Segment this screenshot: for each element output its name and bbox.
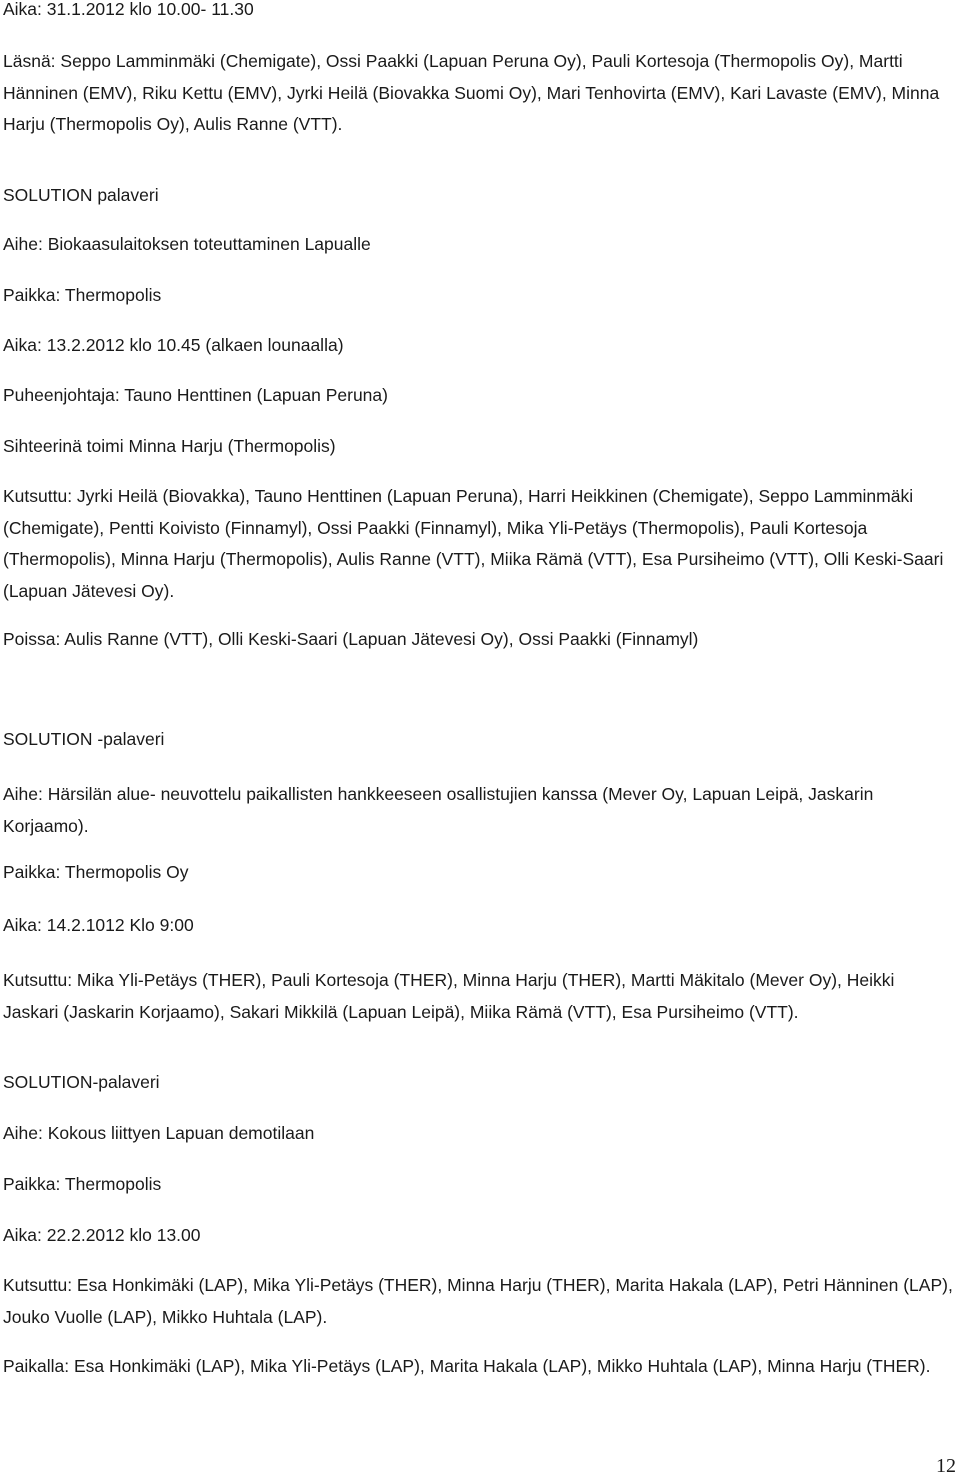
meeting2-time: Aika: 14.2.1012 Klo 9:00 (3, 915, 194, 935)
meeting3-place: Paikka: Thermopolis (3, 1174, 162, 1194)
meeting3-title: SOLUTION-palaveri (3, 1072, 160, 1092)
meeting3-time: Aika: 22.2.2012 klo 13.00 (3, 1225, 201, 1245)
meeting1-time: Aika: 13.2.2012 klo 10.45 (alkaen lounaalla) (3, 335, 344, 355)
meeting1-chair: Puheenjohtaja: Tauno Henttinen (Lapuan Peruna) (3, 385, 388, 405)
meeting2-place: Paikka: Thermopolis Oy (3, 862, 189, 882)
meeting3-topic: Aihe: Kokous liittyen Lapuan demotilaan (3, 1123, 315, 1143)
meeting1-title: SOLUTION palaveri (3, 185, 159, 205)
meeting1-invited: Kutsuttu: Jyrki Heilä (Biovakka), Tauno Henttinen (Lapuan Peruna), Harri Heikkinen (Chemigate), Seppo Lamminmäki (Chemigate), Pentti Koivisto (Finnamyl), Ossi Paakki (Finnamyl), Mika Yli-Petäys (Thermopolis), Pauli Kortesoja (Thermopolis), Minna Harju (Thermopolis), Aulis Ranne (VTT), Miika Rämä (VTT), Esa Pursiheimo (VTT), Olli Keski-Saari (Lapuan Jätevesi Oy). (3, 486, 944, 601)
meeting0-time: Aika: 31.1.2012 klo 10.00- 11.30 (3, 0, 254, 19)
meeting0-present: Läsnä: Seppo Lamminmäki (Chemigate), Ossi Paakki (Lapuan Peruna Oy), Pauli Kortesoja (Thermopolis Oy), Martti Hänninen (EMV), Riku Kettu (EMV), Jyrki Heilä (Biovakka Suomi Oy), Mari Tenhovirta (EMV), Kari Lavaste (EMV), Minna Harju (Thermopolis Oy), Aulis Ranne (VTT). (3, 51, 940, 134)
meeting2-title: SOLUTION -palaveri (3, 729, 165, 749)
meeting3-invited: Kutsuttu: Esa Honkimäki (LAP), Mika Yli-Petäys (THER), Minna Harju (THER), Marita Hakala (LAP), Petri Hänninen (LAP), Jouko Vuolle (LAP), Mikko Huhtala (LAP). (3, 1275, 953, 1327)
meeting2-invited: Kutsuttu: Mika Yli-Petäys (THER), Pauli Kortesoja (THER), Minna Harju (THER), Martti Mäkitalo (Mever Oy), Heikki Jaskari (Jaskarin Korjaamo), Sakari Mikkilä (Lapuan Leipä), Miika Rämä (VTT), Esa Pursiheimo (VTT). (3, 970, 895, 1022)
meeting2-topic: Aihe: Härsilän alue- neuvottelu paikallisten hankkeeseen osallistujien kanssa (Mever Oy, Lapuan Leipä, Jaskarin Korjaamo). (3, 784, 874, 836)
page-number: 12 (936, 1455, 956, 1477)
meeting1-absent: Poissa: Aulis Ranne (VTT), Olli Keski-Saari (Lapuan Jätevesi Oy), Ossi Paakki (Finnamyl) (3, 629, 699, 649)
meeting3-present: Paikalla: Esa Honkimäki (LAP), Mika Yli-Petäys (LAP), Marita Hakala (LAP), Mikko Huhtala (LAP), Minna Harju (THER). (3, 1356, 931, 1376)
meeting1-topic: Aihe: Biokaasulaitoksen toteuttaminen Lapualle (3, 234, 371, 254)
meeting1-secretary: Sihteerinä toimi Minna Harju (Thermopolis) (3, 436, 336, 456)
meeting1-place: Paikka: Thermopolis (3, 285, 162, 305)
